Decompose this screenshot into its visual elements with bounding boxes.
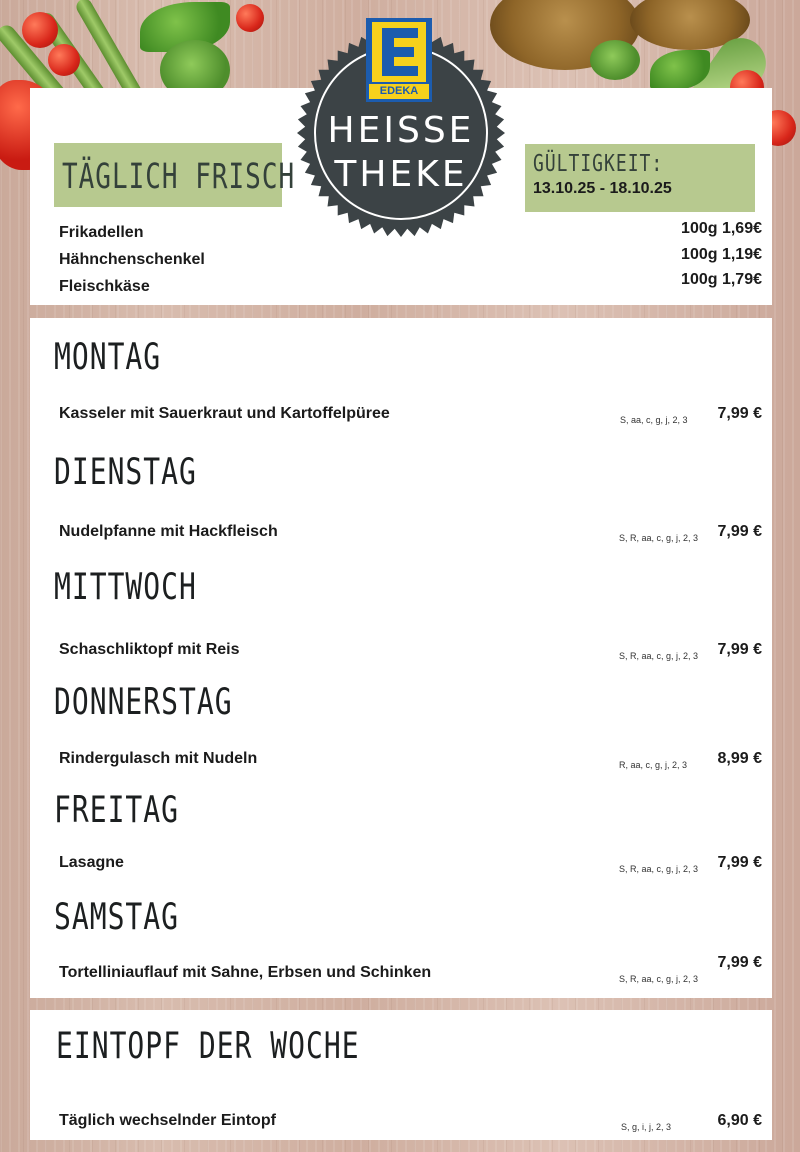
stew-title: EINTOPF DER WOCHE — [56, 1024, 360, 1067]
dish-name: Täglich wechselnder Eintopf — [59, 1112, 276, 1129]
day-title: SAMSTAG — [54, 895, 180, 938]
allergen-codes: S, R, aa, c, g, j, 2, 3 — [619, 651, 699, 661]
edeka-wordmark: EDEKA — [369, 84, 429, 99]
badge-title-line2: THEKE — [334, 154, 468, 195]
fresh-item-price: 100g 1,19€ — [681, 246, 762, 263]
day-title: DIENSTAG — [54, 450, 197, 493]
allergen-codes: S, aa, c, g, j, 2, 3 — [620, 415, 688, 425]
allergen-codes: S, R, aa, c, g, j, 2, 3 — [619, 533, 699, 543]
allergen-codes: S, R, aa, c, g, j, 2, 3 — [619, 974, 699, 984]
fresh-item-name: Hähnchenschenkel — [59, 251, 205, 268]
edeka-e-icon — [372, 22, 426, 82]
allergen-codes: S, R, aa, c, g, j, 2, 3 — [619, 864, 699, 874]
allergen-codes: R, aa, c, g, j, 2, 3 — [619, 760, 688, 770]
dish-price: 7,99 € — [717, 641, 762, 658]
dish-price: 7,99 € — [717, 523, 762, 540]
fresh-item-price: 100g 1,69€ — [681, 220, 762, 237]
fresh-item-name: Frikadellen — [59, 224, 144, 241]
fresh-item-price: 100g 1,79€ — [681, 271, 762, 288]
heisse-theke-badge — [296, 28, 506, 238]
fresh-title: TÄGLICH FRISCH — [62, 157, 296, 198]
edeka-logo — [366, 18, 432, 102]
dish-price: 7,99 € — [717, 405, 762, 422]
fresh-title-box — [54, 143, 296, 207]
day-title: FREITAG — [54, 788, 180, 831]
dish-price: 6,90 € — [717, 1112, 762, 1129]
fresh-item-name: Fleischkäse — [59, 278, 150, 295]
dish-name: Tortelliniauflauf mit Sahne, Erbsen und Schinken — [59, 964, 432, 981]
dish-name: Lasagne — [59, 854, 124, 871]
day-title: MONTAG — [54, 335, 162, 378]
dish-name: Nudelpfanne mit Hackfleisch — [59, 523, 278, 540]
dish-price: 7,99 € — [717, 954, 762, 971]
dish-name: Kasseler mit Sauerkraut und Kartoffelpüree — [59, 405, 390, 422]
allergen-codes: S, g, i, j, 2, 3 — [621, 1122, 672, 1132]
day-title: DONNERSTAG — [54, 680, 233, 723]
day-title: MITTWOCH — [54, 565, 197, 608]
dish-name: Rindergulasch mit Nudeln — [59, 750, 258, 767]
validity-dates: 13.10.25 - 18.10.25 — [533, 180, 672, 197]
validity-label: GÜLTIGKEIT: — [533, 150, 664, 178]
badge-title-line1: HEISSE — [327, 110, 475, 151]
dish-price: 7,99 € — [717, 854, 762, 871]
dish-name: Schaschliktopf mit Reis — [59, 641, 240, 658]
validity-box — [525, 144, 755, 212]
dish-price: 8,99 € — [717, 750, 762, 767]
